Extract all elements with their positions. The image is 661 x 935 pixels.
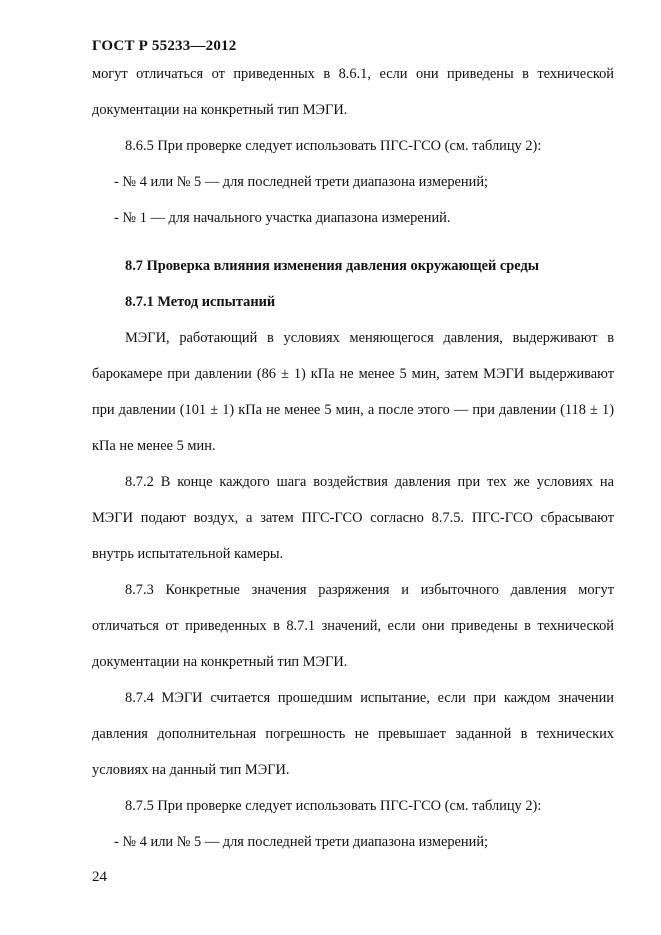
paragraph-8-7-4: 8.7.4 МЭГИ считается прошедшим испытание, если при каждом значении давления дополнительная погрешность не превышает заданной в технических условиях на данный тип МЭГИ.	[92, 690, 614, 778]
paragraph-continuation: могут отличаться от приведенных в 8.6.1, если они приведены в технической документации на конкретный тип МЭГИ.	[92, 66, 614, 118]
paragraph-8-6-5: 8.6.5 При проверке следует использовать ПГС-ГСО (см. таблицу 2):	[125, 138, 542, 154]
list-item: - № 4 или № 5 — для последней трети диапазона измерений;	[114, 834, 489, 850]
document-header-standard: ГОСТ Р 55233—2012	[92, 38, 237, 54]
paragraph-8-7-3: 8.7.3 Конкретные значения разряжения и избыточного давления могут отличаться от приведенных в 8.7.1 значений, если они приведены в технической документации на конкретный тип МЭГИ.	[92, 582, 614, 670]
list-item: - № 1 — для начального участка диапазона измерений.	[114, 210, 451, 226]
paragraph-method: МЭГИ, работающий в условиях меняющегося давления, выдерживают в барокамере при давлении (86 ± 1) кПа не менее 5 мин, затем МЭГИ выдерживают при давлении (101 ± 1) кПа не менее 5 мин, а после этого — при давлении (118 ± 1) кПа не менее 5 мин.	[92, 330, 614, 454]
paragraph-8-7-5: 8.7.5 При проверке следует использовать ПГС-ГСО (см. таблицу 2):	[125, 798, 542, 814]
page-number: 24	[92, 869, 107, 885]
subsection-heading-8-7-1: 8.7.1 Метод испытаний	[125, 294, 276, 310]
paragraph-8-7-2: 8.7.2 В конце каждого шага воздействия давления при тех же условиях на МЭГИ подают воздух, а затем ПГС-ГСО согласно 8.7.5. ПГС-ГСО сбрасывают внутрь испытательной камеры.	[92, 474, 614, 562]
section-heading-8-7: 8.7 Проверка влияния изменения давления окружающей среды	[125, 258, 539, 274]
document-body	[92, 56, 614, 860]
list-item: - № 4 или № 5 — для последней трети диапазона измерений;	[114, 174, 489, 190]
